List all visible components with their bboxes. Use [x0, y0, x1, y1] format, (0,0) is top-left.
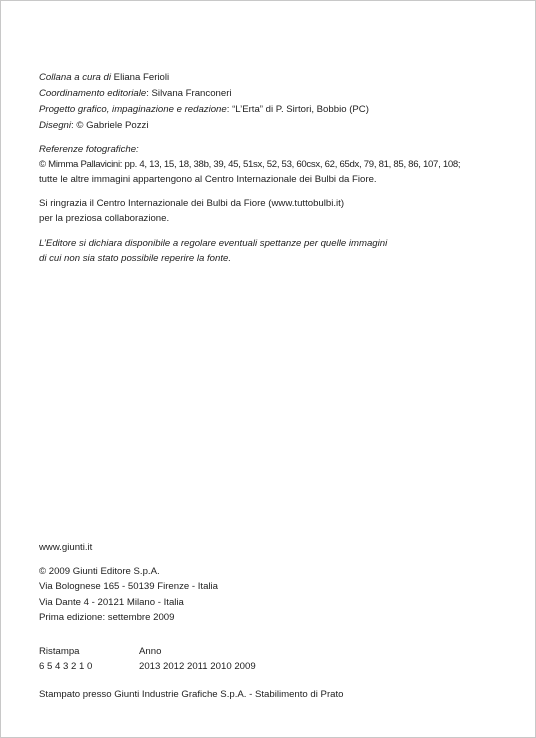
design-line [39, 104, 369, 116]
photo-refs-heading: Referenze fotografiche: [39, 144, 139, 155]
reprint-label: Ristampa [39, 646, 80, 657]
series-editor-label: Collana a cura di [39, 72, 111, 83]
coordination-value: : Silvana Franconeri [146, 88, 232, 99]
printer-line: Stampato presso Giunti Industrie Grafiche S.p.A. - Stabilimento di Prato [39, 689, 344, 700]
reprint-values-row [39, 661, 339, 673]
disclaimer-line-1: L’Editore si dichiara disponibile a regolare eventuali spettanze per quelle immagini [39, 238, 388, 249]
drawings-line [39, 120, 148, 132]
first-edition: Prima edizione: settembre 2009 [39, 612, 175, 623]
thanks-line-2: per la preziosa collaborazione. [39, 213, 170, 224]
thanks-line-1: Si ringrazia il Centro Internazionale dei Bulbi da Fiore (www.tuttobulbi.it) [39, 198, 345, 209]
reprint-numbers: 6 5 4 3 2 1 0 [39, 661, 93, 672]
year-label: Anno [139, 646, 162, 657]
disclaimer-line-2: di cui non sia stato possibile reperire la fonte. [39, 253, 231, 264]
address-milan: Via Dante 4 - 20121 Milano - Italia [39, 597, 184, 608]
copyright-line: © 2009 Giunti Editore S.p.A. [39, 566, 160, 577]
drawings-value: : © Gabriele Pozzi [71, 120, 149, 131]
design-value: : “L’Erta” di P. Sirtori, Bobbio (PC) [226, 104, 369, 115]
publisher-website: www.giunti.it [39, 542, 93, 553]
design-label: Progetto grafico, impaginazione e redazione [39, 104, 227, 115]
photo-refs-credit: © Mimma Pallavicini: pp. 4, 13, 15, 18, 38b, 39, 45, 51sx, 52, 53, 60csx, 62, 65dx, 79, 81, 85, 86, 107, 108; [39, 159, 461, 170]
reprint-header-row [39, 646, 339, 658]
coordination-line [39, 88, 232, 100]
photo-refs-others: tutte le altre immagini appartengono al Centro Internazionale dei Bulbi da Fiore. [39, 174, 377, 185]
drawings-label: Disegni [39, 120, 71, 131]
series-editor-value: Eliana Ferioli [111, 72, 170, 83]
series-editor-line [39, 72, 169, 84]
address-florence: Via Bolognese 165 - 50139 Firenze - Italia [39, 581, 219, 592]
coordination-label: Coordinamento editoriale [39, 88, 147, 99]
reprint-years: 2013 2012 2011 2010 2009 [139, 661, 256, 672]
